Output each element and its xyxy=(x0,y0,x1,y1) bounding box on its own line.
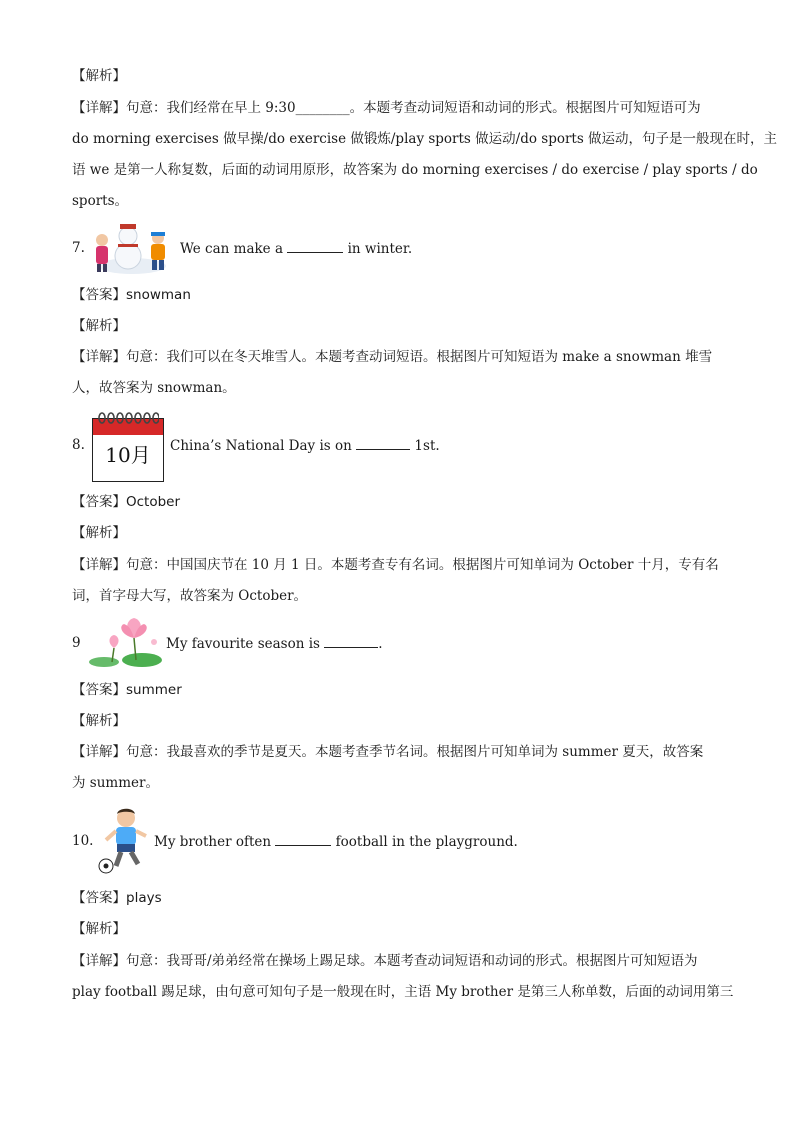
analysis-label: 【解析】 xyxy=(72,713,126,729)
analysis-label: 【解析】 xyxy=(72,525,126,541)
detail-line: 为 summer。 xyxy=(72,775,159,791)
answer-label: 【答案】October xyxy=(72,494,181,510)
question-text-after: in winter. xyxy=(347,241,413,257)
analysis-label: 【解析】 xyxy=(72,921,126,937)
question-number: 8. xyxy=(72,437,85,453)
question-text-after: football in the playground. xyxy=(335,834,518,850)
question-text-after: 1st. xyxy=(414,438,440,454)
football-boy-picture xyxy=(96,806,154,874)
detail-line: play football 踢足球，由句意可知句子是一般现在时，主语 My brother 是第三人称单数，后面的动词用第三 xyxy=(72,984,734,1000)
snowman-picture xyxy=(88,220,176,276)
detail-line: do morning exercises 做早操/do exercise 做锻炼/play sports 做运动/do sports 做运动，句子是一般现在时，主 xyxy=(72,131,778,147)
answer-blank xyxy=(356,435,410,450)
answer-label: 【答案】plays xyxy=(72,890,162,906)
question-text-before: My favourite season is xyxy=(166,636,320,652)
question-text xyxy=(154,831,518,852)
detail-line: 【详解】句意：我们经常在早上 9:30________。本题考查动词短语和动词的形式。根据图片可知短语可为 xyxy=(72,100,701,116)
calendar-picture xyxy=(92,418,164,482)
analysis-label: 【解析】 xyxy=(72,68,126,84)
analysis-label: 【解析】 xyxy=(72,318,126,334)
calendar-month: 10月 xyxy=(105,443,151,467)
answer-blank xyxy=(275,831,331,846)
answer-blank xyxy=(324,633,378,648)
question-text-after: . xyxy=(378,636,383,652)
question-number: 10. xyxy=(72,833,94,849)
calendar-rings-icon xyxy=(97,411,159,425)
detail-line: 【详解】句意：我哥哥/弟弟经常在操场上踢足球。本题考查动词短语和动词的形式。根据图片可知短语为 xyxy=(72,953,698,969)
question-text-before: My brother often xyxy=(154,834,272,850)
question-number: 9 xyxy=(72,635,81,651)
detail-line: 语 we 是第一人称复数，后面的动词用原形，故答案为 do morning exercises / do exercise / play sports / do xyxy=(72,162,758,178)
question-number: 7. xyxy=(72,240,85,256)
question-text xyxy=(180,238,412,259)
question-text xyxy=(170,435,440,456)
detail-line: 【详解】句意：中国国庆节在 10 月 1 日。本题考查专有名词。根据图片可知单词为 October 十月，专有名 xyxy=(72,557,719,573)
detail-line: 【详解】句意：我们可以在冬天堆雪人。本题考查动词短语。根据图片可知短语为 make a snowman 堆雪 xyxy=(72,349,713,365)
question-text-before: We can make a xyxy=(180,241,284,257)
question-text-before: China’s National Day is on xyxy=(170,438,352,454)
detail-line: 【详解】句意：我最喜欢的季节是夏天。本题考查季节名词。根据图片可知单词为 summer 夏天，故答案 xyxy=(72,744,704,760)
question-text xyxy=(166,633,383,654)
answer-label: 【答案】summer xyxy=(72,682,182,698)
detail-line: 人，故答案为 snowman。 xyxy=(72,380,236,396)
answer-blank xyxy=(287,238,343,253)
detail-line: 词，首字母大写，故答案为 October。 xyxy=(72,588,308,604)
answer-label: 【答案】snowman xyxy=(72,287,191,303)
lotus-picture xyxy=(84,616,164,670)
detail-line: sports。 xyxy=(72,193,129,209)
